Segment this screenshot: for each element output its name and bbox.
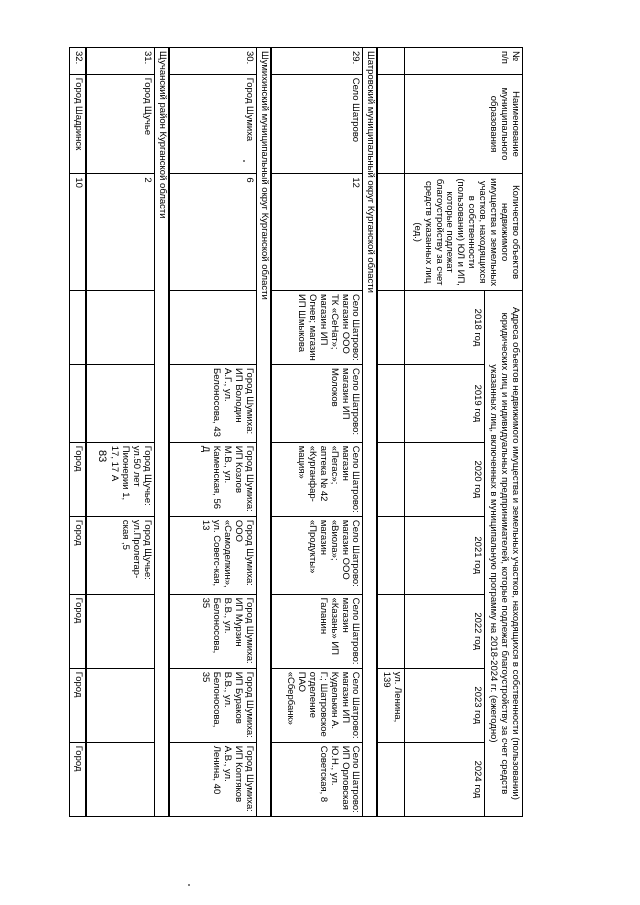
cell-2023: Город — [70, 668, 86, 742]
cell-2018 — [70, 290, 86, 364]
cell-2024: Село Шатрово: ИП Орловская Ю.Н., ул. Советская, 8 — [271, 742, 363, 816]
row-num: 29. — [271, 48, 363, 75]
cell-2018 — [169, 290, 257, 364]
row-num: 30. — [169, 48, 257, 75]
cell-2019: Село Шатрово: магазин ИП Молоков — [271, 365, 363, 443]
header-count: Количество объектов недвижимого имущества и земельных участков, находящихся в собственности (пользовании) ЮЛ и ИП, которые подлежат благоустройству за счет средств указанных лиц (ед.) — [405, 174, 523, 291]
cell — [377, 365, 404, 443]
year-2019: 2019 год — [405, 365, 485, 443]
cell-2021: Село Шатрово: магазин ООО «Виола»; магазин «Продукты» — [271, 516, 363, 594]
section-title-row — [363, 48, 377, 817]
year-2020: 2020 год — [405, 442, 485, 516]
row-num: 32. — [70, 48, 86, 75]
cell-2022 — [86, 594, 154, 668]
row-name: Город Шумиха — [169, 74, 257, 174]
table-row — [86, 48, 154, 817]
header-num: № п/п — [405, 48, 523, 75]
cell-2024: Город Шумиха: ИП Коптяков А.В., ул. Ленина, 40 — [169, 742, 257, 816]
section-title: Шумихинский муниципальный округ Курганской области — [257, 48, 271, 817]
year-2018: 2018 год — [405, 290, 485, 364]
row-name: Село Шатрово — [271, 74, 363, 174]
cell — [377, 516, 404, 594]
table-row — [377, 48, 404, 817]
cell-2024: Город — [70, 742, 86, 816]
cell-2018 — [86, 290, 154, 364]
cell — [377, 174, 404, 291]
row-name: Город Шадринск — [70, 74, 86, 174]
cell-2019 — [70, 365, 86, 443]
header-row-1 — [485, 48, 523, 817]
cell-2024 — [86, 742, 154, 816]
header-addresses: Адреса объектов недвижимого имущества и земельных участков, находящихся в собственности (пользовании) юридических лиц и индивидуальных предпринимателей, которые подлежат благоустройству за счет средств указанных лиц, включенных в муниципальную программу на 2018-2024 гг. (ежегодно) — [485, 290, 523, 816]
table-row — [70, 48, 86, 817]
cell — [377, 442, 404, 516]
cell: ул. Ленина, 139 — [377, 668, 404, 742]
section-title-row — [154, 48, 168, 817]
cell-2021: Город — [70, 516, 86, 594]
objects-table — [69, 47, 523, 817]
row-count: 12 — [271, 174, 363, 291]
cell — [377, 742, 404, 816]
cell — [377, 74, 404, 174]
scan-speck — [188, 884, 190, 886]
cell-2022: Город Шумиха: ИП Мурзин В.В., ул. Белоносова, 35 — [169, 594, 257, 668]
cell — [377, 290, 404, 364]
year-2021: 2021 год — [405, 516, 485, 594]
header-name: Наименование муниципального образования — [405, 74, 523, 174]
cell-2020: Город Щучье: ул.50 лет Пионерии 1, 17, 17 А — [86, 442, 154, 516]
cell-2018: Село Шатрово: магазин ООО ТК «СеНат»; магазин ИП Огнев; магазин ИП Шмыкова — [271, 290, 363, 364]
cell-2020: Село Шатрово: магазин «Пегас»; аптека № 42 «Курганфар-мация» — [271, 442, 363, 516]
row-count: 6 — [169, 174, 257, 291]
row-count: 10 — [70, 174, 86, 291]
row-num: 31. — [86, 48, 154, 75]
table-row — [169, 48, 257, 817]
cell-2022: Город — [70, 594, 86, 668]
row-name: Город Щучье — [86, 74, 154, 174]
cell-2019 — [86, 365, 154, 443]
page-number: 83 — [96, 450, 108, 463]
cell-2023: Город Шумиха: ИП Бураков В.В., ул. Белоносова, 35 — [169, 668, 257, 742]
section-title-row — [257, 48, 271, 817]
table-row — [271, 48, 363, 817]
cell-2020: Город Шумиха: ИП Козлов М.В., ул. Каменская, 56 Д — [169, 442, 257, 516]
cell — [377, 48, 404, 75]
section-title: Щучанский район Курганской области — [154, 48, 168, 817]
cell — [377, 594, 404, 668]
cell-2023 — [86, 668, 154, 742]
section-title: Шатровский муниципальный округ Курганской области — [363, 48, 377, 817]
row-count: 2 — [86, 174, 154, 291]
cell-2022: Село Шатрово: магазин «Казань» ИП Галанин — [271, 594, 363, 668]
year-2023: 2023 год — [405, 668, 485, 742]
cell-2020: Город — [70, 442, 86, 516]
cell-2019: Город Шумиха: ИП Володин А.Г., ул. Белоносова, 43 — [169, 365, 257, 443]
cell-2023: Село Шатрово: магазин ИП Куделькин А. Г.; Шатровское отделение ПАО «Сбербанк» — [271, 668, 363, 742]
year-2022: 2022 год — [405, 594, 485, 668]
scan-speck — [243, 160, 245, 162]
cell-2021: Город Щучье: ул.Пролетар-ская ,5 — [86, 516, 154, 594]
year-2024: 2024 год — [405, 742, 485, 816]
cell-2021: Город Шумиха: ООО «Самоделкин», ул. Совегс-кая, 13 — [169, 516, 257, 594]
